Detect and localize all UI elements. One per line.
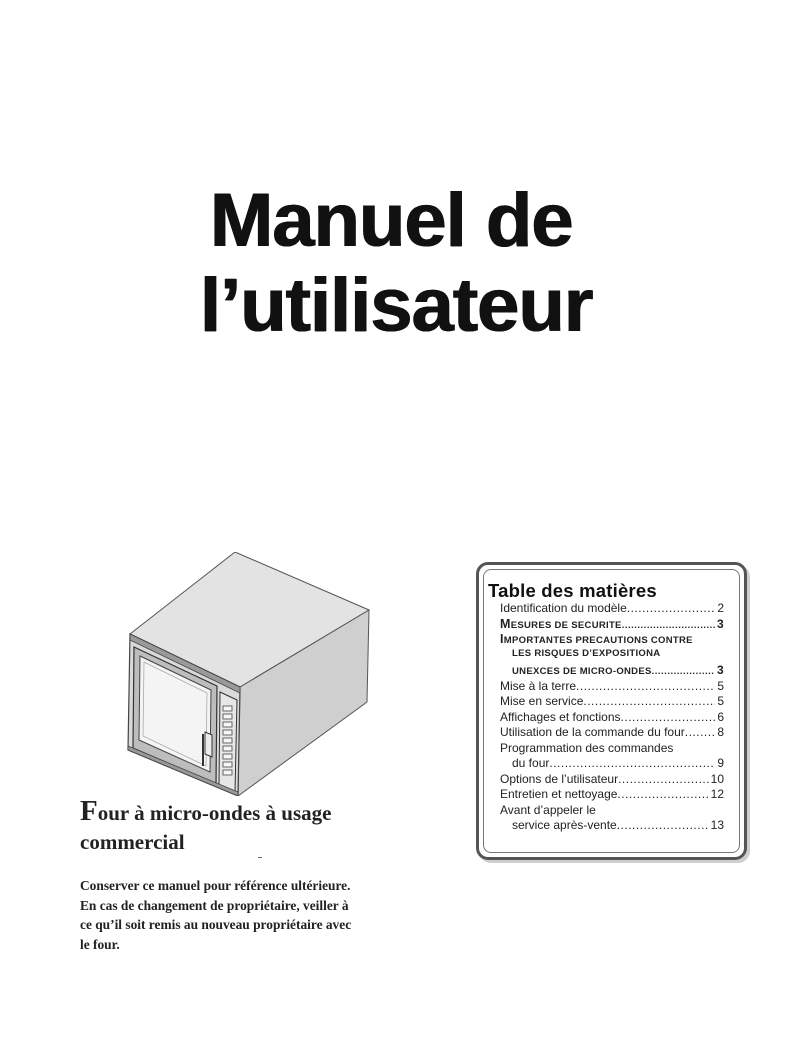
toc-entry-text: Identification du modèle bbox=[500, 601, 627, 615]
subtitle-line-1: our à micro-ondes à usage bbox=[97, 801, 332, 825]
toc-entry-text: Entretien et nettoyage bbox=[500, 787, 618, 801]
toc-entry-text: Programmation des commandes bbox=[500, 740, 674, 755]
toc-entry-text: UNEXCES DE MICRO-ONDES bbox=[512, 666, 652, 677]
title-line-1: Manuel de bbox=[210, 178, 573, 263]
microwave-oven-illustration bbox=[125, 552, 375, 796]
toc-entry-page: 6 bbox=[717, 709, 724, 724]
subtitle-line-2: commercial bbox=[80, 830, 185, 854]
toc-entry-page: 5 bbox=[717, 694, 724, 708]
toc-entry-page: 3 bbox=[717, 616, 724, 631]
toc-entry[interactable] bbox=[500, 601, 724, 617]
toc-entry[interactable] bbox=[500, 679, 724, 695]
toc-entry[interactable] bbox=[500, 648, 724, 664]
product-subtitle bbox=[80, 797, 410, 857]
toc-entry-text: Avant d’appeler le bbox=[500, 802, 596, 817]
toc-entry[interactable] bbox=[500, 725, 724, 741]
toc-entry-text: IMPORTANTES PRECAUTIONS CONTRE bbox=[500, 632, 693, 646]
toc-entry[interactable] bbox=[500, 710, 724, 726]
toc-entry-text: MESURES DE SECURITE bbox=[500, 616, 622, 631]
keep-manual-note bbox=[80, 876, 400, 954]
note-line: le four. bbox=[80, 936, 120, 952]
toc-entry[interactable] bbox=[500, 617, 724, 633]
note-line: En cas de changement de propriétaire, veiller à bbox=[80, 897, 349, 913]
toc-entry-page: 8 bbox=[717, 725, 724, 739]
toc-entry[interactable] bbox=[500, 818, 724, 834]
toc-entry-page: 5 bbox=[717, 678, 724, 693]
toc-entry[interactable] bbox=[500, 741, 724, 757]
toc-entry[interactable] bbox=[500, 772, 724, 788]
toc-entry-text: Mise à la terre bbox=[500, 678, 577, 693]
toc-entry[interactable] bbox=[500, 787, 724, 803]
subtitle-initial: F bbox=[80, 795, 98, 827]
title-line-2: l’utilisateur bbox=[200, 263, 593, 348]
toc-entry[interactable] bbox=[500, 632, 724, 648]
note-line: Conserver ce manuel pour référence ultérieure. bbox=[80, 878, 351, 893]
toc-entry-page: 12 bbox=[710, 787, 724, 801]
decorative-mark bbox=[258, 857, 262, 858]
toc-entry[interactable] bbox=[500, 756, 724, 772]
toc-entry[interactable] bbox=[500, 663, 724, 679]
oven-handle bbox=[205, 732, 212, 757]
toc-list bbox=[500, 601, 724, 834]
toc-entry-page: 2 bbox=[717, 601, 724, 615]
toc-entry-page: 3 bbox=[717, 663, 724, 677]
toc-entry-text: du four bbox=[512, 756, 550, 770]
toc-entry-text: Utilisation de la commande du four bbox=[500, 725, 685, 739]
toc-entry-page: 10 bbox=[710, 771, 724, 786]
toc-entry[interactable] bbox=[500, 803, 724, 819]
toc-entry-text: service après-vente bbox=[512, 818, 617, 832]
toc-entry[interactable] bbox=[500, 694, 724, 710]
toc-entry-text: Mise en service bbox=[500, 694, 584, 708]
toc-entry-text: Affichages et fonctions bbox=[500, 709, 621, 724]
toc-entry-page: 13 bbox=[710, 818, 724, 832]
toc-title: Table des matières bbox=[488, 580, 657, 601]
toc-entry-page: 9 bbox=[717, 756, 724, 770]
note-line: ce qu’il soit remis au nouveau propriétaire avec bbox=[80, 917, 352, 932]
toc-entry-text: Options de l’utilisateur bbox=[500, 771, 619, 786]
toc-entry-text: LES RISQUES D’EXPOSITIONA bbox=[512, 647, 661, 659]
